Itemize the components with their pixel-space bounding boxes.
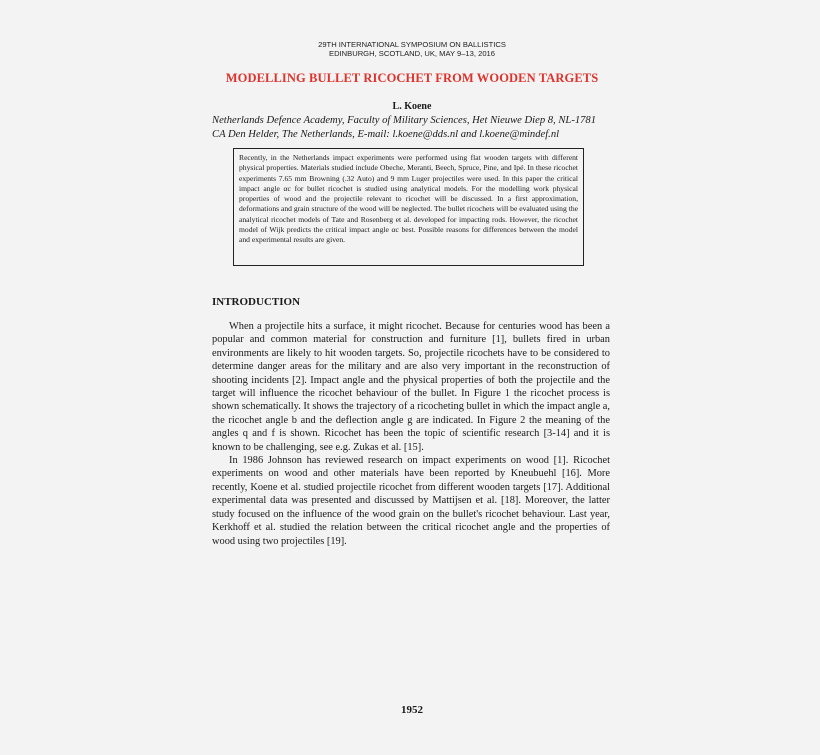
conference-line-1: 29TH INTERNATIONAL SYMPOSIUM ON BALLISTICS bbox=[318, 40, 506, 49]
page-number: 1952 bbox=[401, 704, 423, 716]
body-paragraph-1: When a projectile hits a surface, it might ricochet. Because for centuries wood has been a popular and common material for construction and furniture [1], bullets fired in urban environments are likely to hit wooden targets. So, projectile ricochets have to be considered to determine danger areas for the military and are also very important in the reconstruction of shooting incidents [2]. Impact angle and the physical properties of both the projectile and the target will influence the ricochet behaviour of the bullet. In Figure 1 the ricochet process is shown schematically. It shows the trajectory of a ricocheting bullet in which the impact angle a, the ricochet angle b and the deflection angle g are indicated. In Figure 2 the meaning of the angles q and f is shown. Ricochet has been the topic of scientific research [3-14] and it is known to be challenging, see e.g. Zukas et al. [15]. bbox=[212, 321, 610, 453]
author-affiliation bbox=[212, 114, 612, 141]
section-body bbox=[212, 320, 610, 548]
affiliation-line-2: CA Den Helder, The Netherlands, E-mail: l.koene@dds.nl and l.koene@mindef.nl bbox=[212, 128, 560, 140]
conference-header bbox=[212, 40, 612, 58]
affiliation-line-1: Netherlands Defence Academy, Faculty of Military Sciences, Het Nieuwe Diep 8, NL-1781 bbox=[212, 115, 597, 126]
conference-line-2: EDINBURGH, SCOTLAND, UK, MAY 9–13, 2016 bbox=[329, 49, 495, 58]
body-paragraph-2: In 1986 Johnson has reviewed research on impact experiments on wood [1]. Ricochet experiments on wood and other materials have been reported by Kneubuehl [16]. More recently, Koene et al. studied projectile ricochet from different wooden targets [17]. Additional experimental data was presented and discussed by Mattijsen et al. [18]. Moreover, the latter study focused on the influence of the wood grain on the bullet's ricochet behaviour. Last year, Kerkhoff et al. studied the relation between the critical ricochet angle and the properties of wood using two projectiles [19]. bbox=[212, 455, 610, 547]
author-name: L. Koene bbox=[392, 101, 432, 112]
section-heading: INTRODUCTION bbox=[212, 296, 301, 308]
abstract-box: Recently, in the Netherlands impact experiments were performed using flat wooden targets with different physical properties. Materials studied include Obeche, Meranti, Beech, Spruce, Pine, and Ipé. In these ricochet experiments 7.65 mm Browning (.32 Auto) and 9 mm Luger projectiles were used. In this paper the critical impact angle αc for bullet ricochet is studied using analytical models. For the modelling work physical properties of wood and the projectile relevant to ricochet will be discussed. In a first approximation, deformations and grain structure of the wood will be neglected. The bullet ricochets will be evaluated using the analytical ricochet models of Tate and Rosenberg et al. developed for impacting rods. However, the ricochet model of Wijk predicts the critical impact angle αc best. Possible reasons for differences between the model and experimental results are given. bbox=[233, 148, 584, 266]
paper-title: MODELLING BULLET RICOCHET FROM WOODEN TARGETS bbox=[225, 71, 599, 85]
